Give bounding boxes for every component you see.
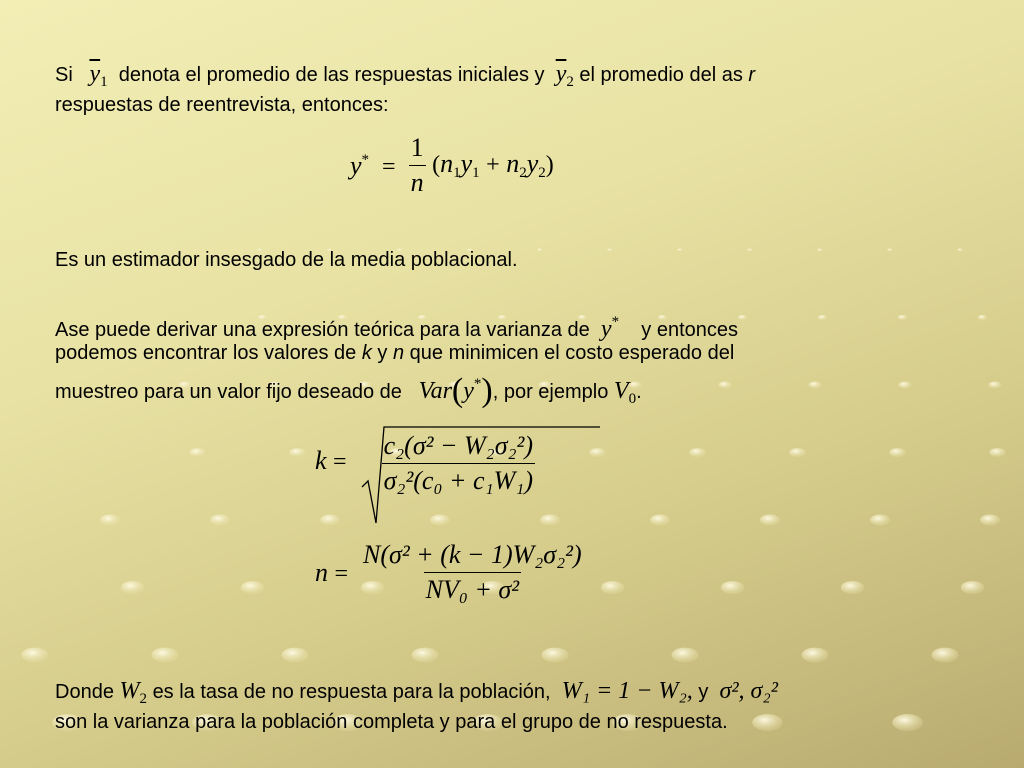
equation-n-numerator: N(σ² + (k − 1)W₂σ₂²) (363, 540, 582, 569)
r-variable: r (748, 64, 756, 86)
intro-line-2: respuestas de reentrevista, entonces: (55, 94, 389, 116)
v0-symbol: $V_0$ (613, 378, 637, 407)
var-y-star-symbol: Var(y*) (418, 372, 493, 409)
donde-line-1: Donde $W_2$ es la tasa de no respuesta para la población, W₁ = 1 − W₂, y σ², σ₂² (55, 678, 778, 707)
equation-k: k = $\frac{\text{c₂(σ² − W₂σ₂²)}}{\text{σ₂²(c₀ + c₁W₁)}}$ (315, 425, 535, 496)
n-variable: n (392, 342, 405, 364)
equation-y-star-fraction: $\frac{1}{n}$ (410, 133, 424, 197)
sqrt-sign (360, 425, 600, 527)
y2-bar-symbol: $\overline{y}_2$ (555, 61, 574, 90)
y-star-symbol: y* (600, 314, 620, 342)
equation-n-fraction (361, 540, 584, 605)
equation-k-denominator: σ₂²(c₀ + c₁W₁) (382, 463, 535, 496)
sigma-symbols: σ², σ₂² (719, 678, 778, 704)
intro-text-a: denota el promedio de las respuestas iniciales y (118, 64, 545, 86)
variance-line-2: podemos encontrar los valores de k y n que minimicen el costo esperado del (55, 342, 735, 364)
variance-line-3: muestreo para un valor fijo deseado de Var(y*), por ejemplo $V_0$. (55, 372, 642, 409)
w1-expression: W₁ = 1 − W₂, (561, 678, 693, 704)
variance-line-1: Ase puede derivar una expresión teórica para la varianza de y* y entonces (55, 314, 739, 342)
intro-text-b: el promedio del as (579, 64, 743, 86)
equation-y-star: y* = $\frac{1}{n}$ $(n_1y_1 + n_2y_2)$ (350, 133, 554, 197)
unbiased-estimator-text: Es un estimador insesgado de la media poblacional. (55, 249, 518, 271)
equation-k-sqrt (360, 425, 535, 496)
equation-n-denominator: NV₀ + σ² (424, 572, 521, 605)
equation-k-numerator: c₂(σ² − W₂σ₂²) (383, 431, 534, 460)
donde-line-2: son la varianza para la población completa y para el grupo de no respuesta. (55, 711, 728, 733)
equation-n: n = $\frac{\text{N(σ² + (k − 1)W₂σ₂²)}}{\text{NV₀ + σ²}}$ (315, 540, 582, 604)
w2-symbol: $W_2$ (119, 678, 147, 707)
y1-bar-symbol: $\overline{y}_1$ (89, 61, 108, 90)
si-word: Si (55, 64, 73, 86)
k-variable: k (361, 342, 372, 364)
